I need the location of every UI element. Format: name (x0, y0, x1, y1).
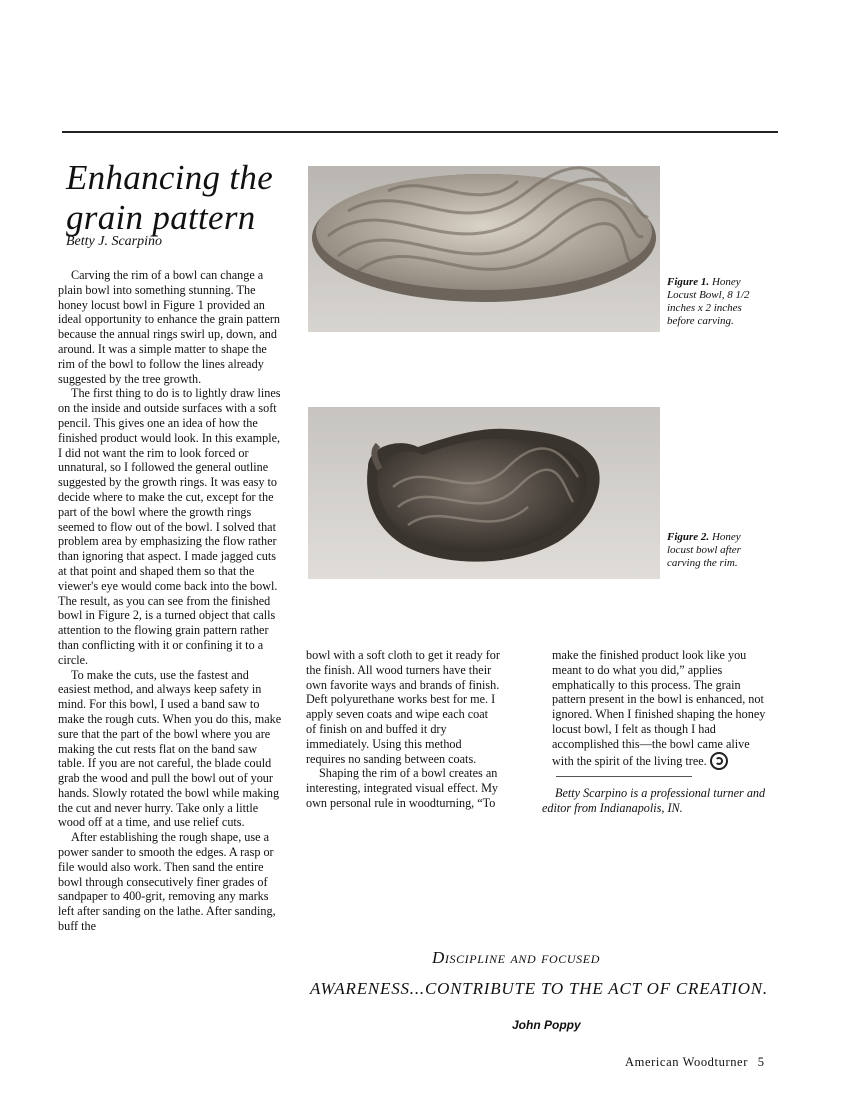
paragraph: To make the cuts, use the fastest and easiest method, and always keep safety in mind. For this bowl, I used a band saw to make the rough cuts. When you do this, make sure that the part of the bowl where you are making the cut rests flat on the band saw table. If you are not careful, the blade could grab the wood and pull the bowl out of your hands. Slowly rotated the bowl while making the cut and never hurry. Take only a little wood off at a time, and use relief cuts. (58, 667, 282, 830)
figure-label: Figure 2. (667, 531, 710, 543)
body-column-3 (552, 648, 772, 770)
pull-quote-line-1: Discipline and focused (432, 948, 600, 967)
bio-separator (556, 776, 692, 777)
figure-1-photo (308, 166, 660, 332)
publication-name: American Woodturner (625, 1055, 748, 1069)
pull-quote-line-2: AWARENESS...CONTRIBUTE TO THE ACT OF CREATION. (310, 979, 768, 998)
end-of-article-icon (710, 752, 728, 770)
figure-text: Honey locust bowl after carving the rim. (667, 531, 741, 569)
figure-1-caption (667, 276, 767, 328)
page-footer (625, 1055, 765, 1070)
body-column-2 (306, 648, 501, 811)
figure-2-caption (667, 531, 767, 570)
page-number: 5 (757, 1055, 765, 1069)
paragraph (552, 648, 772, 770)
paragraph: The first thing to do is to lightly draw lines on the inside and outside surfaces with a soft pencil. This gives one an idea of how the finished product would look. In this example, I did not want the rim to look forced or unnatural, so I followed the general outline suggested by the growth rings. It was easy to decide where to make the cut, except for the part of the bowl where the growth rings seemed to flow out of the bowl. I solved that problem area by emphasizing the flow rather than ignoring that aspect. I made jagged cuts at that point and shaped them so that the viewer's eye would come back into the bowl. The result, as you can see from the finished bowl in Figure 2, is a turned object that calls attention to the flowing grain pattern rather than conflicting with it or confining it to a circle. (58, 386, 281, 667)
figure-2-photo (308, 407, 660, 579)
paragraph: Shaping the rim of a bowl creates an interesting, integrated visual effect. My own personal rule in woodturning, “To (306, 766, 499, 810)
paragraph: bowl with a soft cloth to get it ready for the finish. All wood turners have their own favorite ways and brands of finish. Deft polyurethane works best for me. I apply seven coats and wipe each coat of finish on and buffed it dry immediately. Using this method requires no sanding between coats. (306, 648, 500, 766)
article-author: Betty J. Scarpino (66, 234, 163, 249)
figure-text: Honey Locust Bowl, 8 1/2 inches x 2 inches before carving. (667, 276, 750, 327)
pull-quote-author: John Poppy (512, 1018, 581, 1032)
figure-label: Figure 1. (667, 276, 710, 288)
paragraph-text: make the finished product look like you meant to do what you did,” applies emphatically to this process. The grain pattern present in the bowl is enhanced, not ignored. When I finished shaping the honey locust bowl, I felt as though I had accomplished this—the bowl came alive with the spirit of the living tree. (552, 648, 766, 768)
author-bio: Betty Scarpino is a professional turner and editor from Indianapolis, IN. (542, 786, 766, 815)
paragraph: Carving the rim of a bowl can change a plain bowl into something stunning. The honey locust bowl in Figure 1 provided an ideal opportunity to enhance the grain pattern because the annual rings swirl up, down, and around. It was a simple matter to shape the rim of the bowl to follow the lines already suggested by the tree growth. (58, 268, 281, 386)
header-rule (62, 131, 778, 133)
paragraph: After establishing the rough shape, use a power sander to smooth the edges. A rasp or file would also work. Then sand the entire bowl through consecutively finer grades of sandpaper to 400-grit, removing any marks left after sanding on the lathe. After sanding, buff the (58, 830, 276, 934)
article-title: Enhancing the grain pattern (66, 158, 274, 237)
body-column-1 (58, 268, 283, 934)
